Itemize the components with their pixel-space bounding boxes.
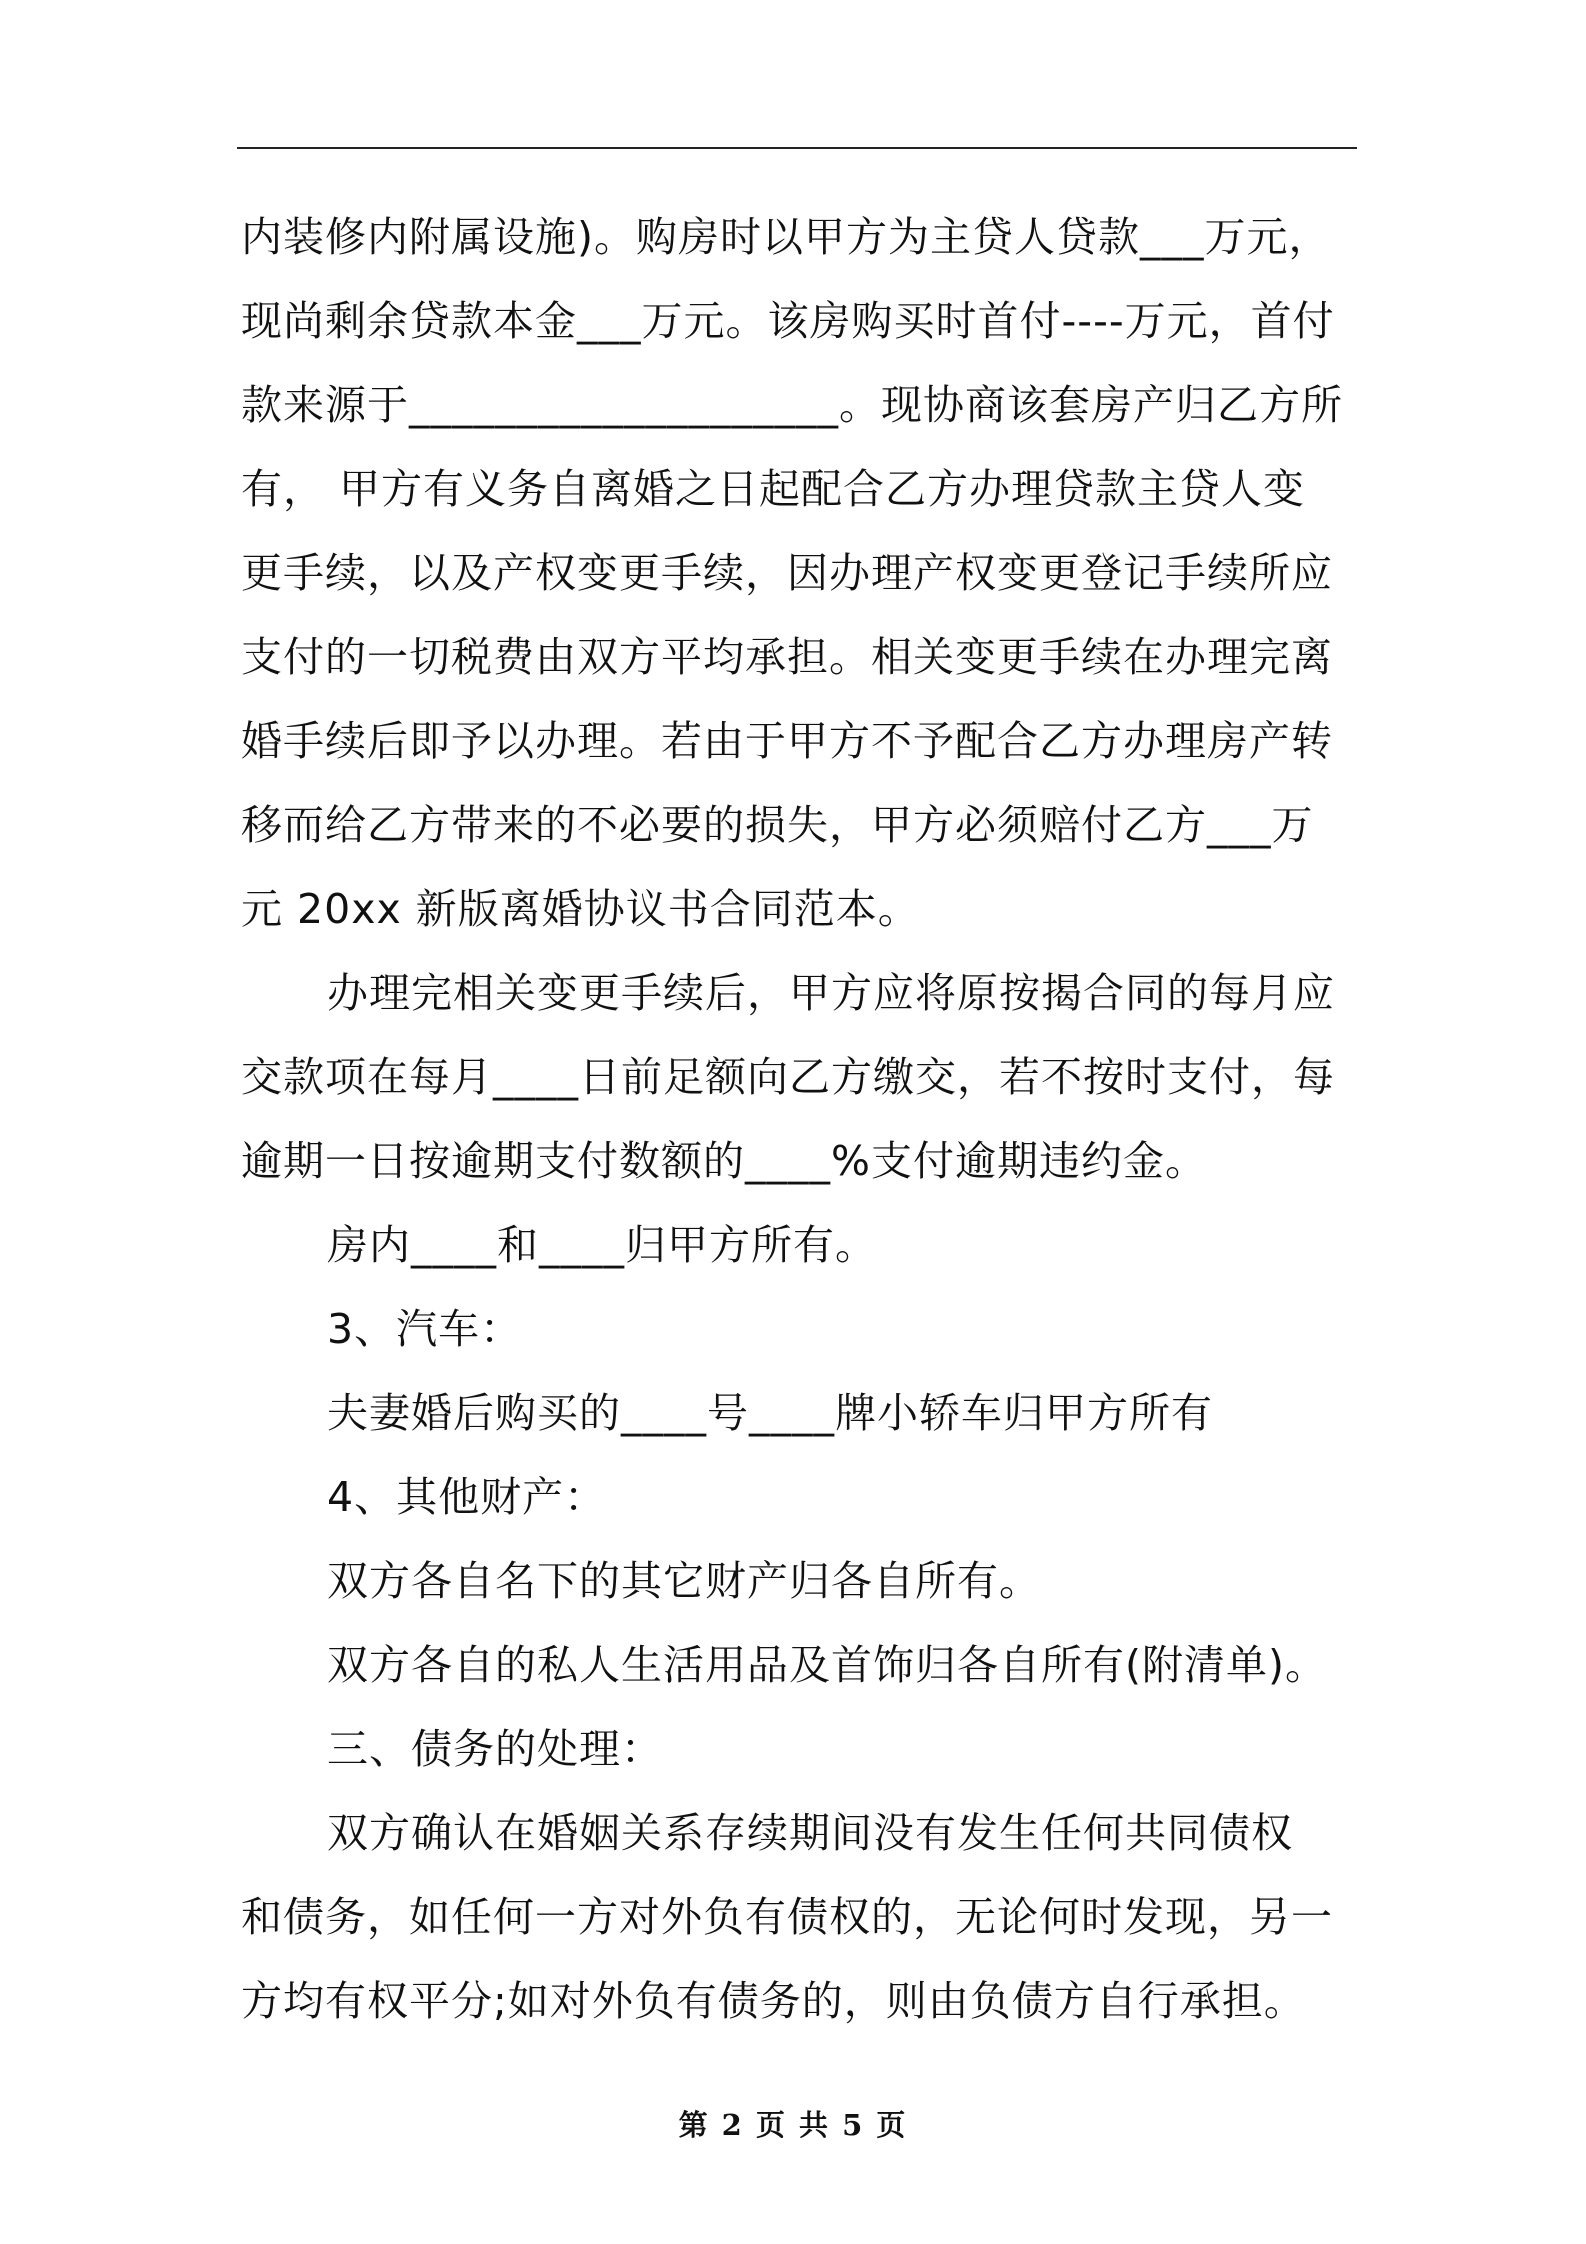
section-heading-car: 3、汽车： [327,1305,523,1353]
document-body [241,195,1357,2043]
text-line: 逾期一日按逾期支付数额的____%支付逾期违约金。 [241,1137,1207,1185]
header-rule [237,147,1357,149]
text-line: 款来源于____________________。现协商该套房产归乙方所 [241,381,1343,429]
text-line: 和债务，如任何一方对外负有债权的，无论何时发现，另一 [241,1893,1333,1941]
text-line: 方均有权平分;如对外负有债务的，则由负债方自行承担。 [241,1977,1306,2025]
text-line: 内装修内附属设施)。购房时以甲方为主贷人贷款___万元， [241,213,1331,261]
paragraph-start-line: 办理完相关变更手续后，甲方应将原按揭合同的每月应 [327,969,1335,1017]
section-heading-debts: 三、债务的处理： [327,1725,663,1773]
paragraph-start-line: 夫妻婚后购买的____号____牌小轿车归甲方所有 [327,1389,1213,1437]
paragraph-start-line: 双方各自的私人生活用品及首饰归各自所有(附清单)。 [327,1641,1327,1689]
text-line: 移而给乙方带来的不必要的损失，甲方必须赔付乙方___万 [241,801,1314,849]
paragraph-start-line: 房内____和____归甲方所有。 [327,1221,877,1269]
page-number-footer: 第 2 页 共 5 页 [678,2108,908,2142]
text-line: 交款项在每月____日前足额向乙方缴交，若不按时支付，每 [241,1053,1335,1101]
section-heading-other-property: 4、其他财产： [327,1473,607,1521]
text-line: 有， 甲方有义务自离婚之日起配合乙方办理贷款主贷人变 [241,465,1306,513]
text-line: 元 20xx 新版离婚协议书合同范本。 [241,885,920,933]
paragraph-start-line: 双方各自名下的其它财产归各自所有。 [327,1557,1041,1605]
text-line: 支付的一切税费由双方平均承担。相关变更手续在办理完离 [241,633,1333,681]
paragraph-start-line: 双方确认在婚姻关系存续期间没有发生任何共同债权 [327,1809,1293,1857]
text-line: 更手续，以及产权变更手续，因办理产权变更登记手续所应 [241,549,1333,597]
text-line: 现尚剩余贷款本金___万元。该房购买时首付----万元，首付 [241,297,1335,345]
text-line: 婚手续后即予以办理。若由于甲方不予配合乙方办理房产转 [241,717,1333,765]
